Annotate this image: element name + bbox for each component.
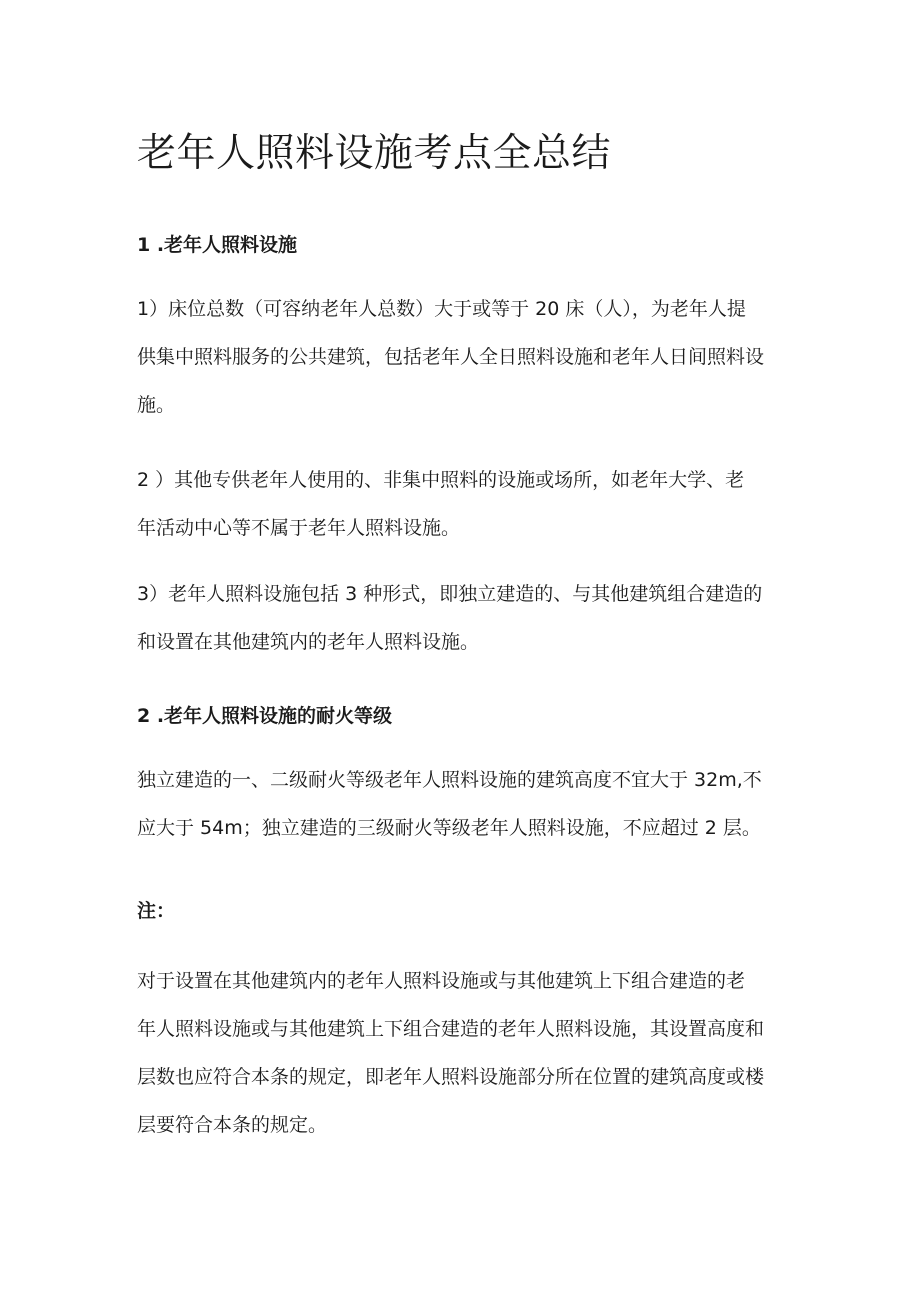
- text-line: 对于设置在其他建筑内的老年人照料设施或与其他建筑上下组合建造的老: [137, 970, 746, 992]
- text-line: 3）老年人照料设施包括 3 种形式，即独立建造的、与其他建筑组合建造的: [137, 583, 763, 605]
- section-heading-fire-rating: 2 .老年人照料设施的耐火等级: [137, 705, 393, 727]
- text-line: 层数也应符合本条的规定，即老年人照料设施部分所在位置的建筑高度或楼: [137, 1066, 765, 1088]
- text-line: 和设置在其他建筑内的老年人照料设施。: [137, 631, 480, 653]
- text-line: 应大于 54m；独立建造的三级耐火等级老年人照料设施，不应超过 2 层。: [137, 817, 761, 839]
- text-line: 1）床位总数（可容纳老年人总数）大于或等于 20 床（人），为老年人提: [137, 298, 746, 320]
- text-line: 年活动中心等不属于老年人照料设施。: [137, 517, 461, 539]
- text-line: 供集中照料服务的公共建筑，包括老年人全日照料设施和老年人日间照料设: [137, 346, 765, 368]
- note-heading: 注：: [137, 900, 176, 922]
- paragraph-note: [137, 957, 764, 1149]
- paragraph-building-height: [137, 756, 762, 852]
- paragraph-three-forms: [137, 570, 762, 666]
- text-line: 层要符合本条的规定。: [137, 1114, 328, 1136]
- paragraph-non-facilities: [137, 456, 744, 552]
- text-line: 独立建造的一、二级耐火等级老年人照料设施的建筑高度不宜大于 32m,不: [137, 769, 762, 791]
- text-line: 年人照料设施或与其他建筑上下组合建造的老年人照料设施，其设置高度和: [137, 1018, 765, 1040]
- text-line: 2 ）其他专供老年人使用的、非集中照料的设施或场所，如老年大学、老: [137, 469, 745, 491]
- document-title: 老年人照料设施考点全总结: [137, 131, 612, 176]
- text-line: 施。: [137, 394, 176, 416]
- paragraph-bed-count: [137, 285, 764, 429]
- section-heading-facilities: 1 .老年人照料设施: [137, 234, 298, 256]
